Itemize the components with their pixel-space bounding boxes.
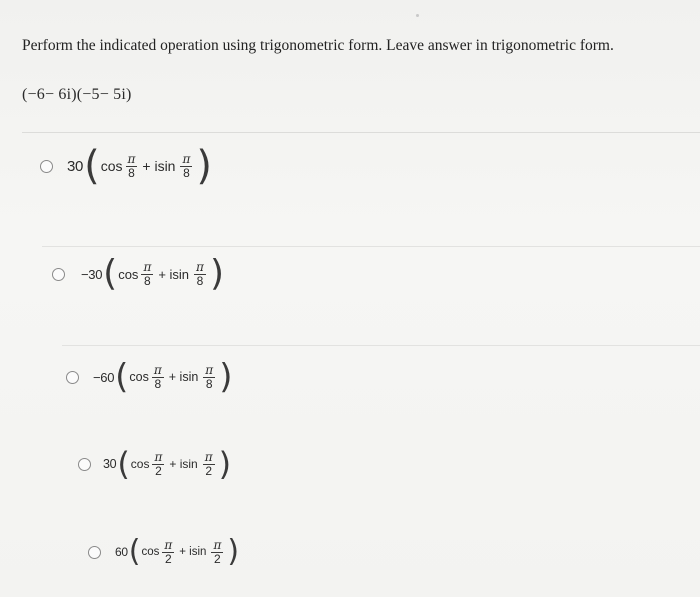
cos-label: cos — [100, 158, 123, 174]
close-paren: ) — [209, 253, 224, 294]
cos-argument: $\frac{\pi}{8}$ — [127, 151, 136, 180]
cos-label: cos — [118, 266, 139, 282]
cos-argument: $\frac{\pi}{8}$ — [153, 362, 162, 391]
radio-button[interactable] — [52, 268, 65, 281]
cos-argument: $\frac{\pi}{2}$ — [154, 449, 163, 478]
close-paren: ) — [196, 143, 212, 189]
open-paren: ( — [117, 445, 130, 483]
option-divider — [42, 246, 700, 247]
answer-option-3[interactable] — [66, 357, 233, 397]
open-paren: ( — [128, 534, 141, 569]
close-paren: ) — [219, 357, 233, 397]
answer-option-5[interactable] — [88, 534, 240, 569]
option-divider — [62, 345, 700, 346]
cos-label: cos — [130, 457, 150, 471]
cos-argument: $\frac{\pi}{8}$ — [143, 259, 152, 288]
cos-label: cos — [129, 370, 149, 384]
cos-label: cos — [141, 546, 160, 558]
coefficient: 30 — [103, 457, 117, 471]
sin-argument: $\frac{\pi}{8}$ — [205, 362, 214, 391]
question-divider — [22, 132, 700, 133]
question-text: Perform the indicated operation using trigonometric form. Leave answer in trigonometric form. — [22, 37, 614, 54]
question-expression: (−6− 6i)(−5− 5i) — [22, 86, 132, 103]
plus-isin: + isin — [179, 546, 207, 558]
radio-button[interactable] — [88, 546, 101, 559]
answer-option-1[interactable] — [40, 143, 213, 189]
sin-argument: $\frac{\pi}{2}$ — [213, 537, 222, 566]
answer-expression — [93, 357, 233, 397]
radio-button[interactable] — [40, 160, 53, 173]
plus-isin: + isin — [168, 370, 199, 384]
coefficient: −30 — [81, 266, 103, 282]
sin-argument: $\frac{\pi}{2}$ — [204, 449, 213, 478]
open-paren: ( — [84, 143, 100, 189]
decorative-dot — [416, 14, 419, 17]
answer-expression — [67, 143, 213, 189]
radio-button[interactable] — [66, 371, 79, 384]
plus-isin: + isin — [158, 266, 190, 282]
sin-argument: $\frac{\pi}{8}$ — [196, 259, 204, 288]
answer-expression — [81, 253, 225, 294]
cos-argument: $\frac{\pi}{2}$ — [164, 537, 173, 566]
sin-argument: $\frac{\pi}{8}$ — [182, 151, 191, 180]
answer-option-2[interactable] — [52, 253, 225, 294]
plus-isin: + isin — [142, 158, 176, 174]
answer-expression — [103, 445, 232, 483]
coefficient: −60 — [93, 369, 115, 385]
close-paren: ) — [227, 534, 240, 569]
close-paren: ) — [218, 445, 232, 483]
open-paren: ( — [103, 253, 118, 294]
answer-option-4[interactable] — [78, 445, 232, 483]
coefficient: 60 — [115, 545, 128, 559]
coefficient: 30 — [67, 157, 84, 175]
plus-isin: + isin — [169, 457, 198, 471]
answer-expression — [115, 534, 240, 569]
open-paren: ( — [115, 357, 129, 397]
radio-button[interactable] — [78, 458, 91, 471]
